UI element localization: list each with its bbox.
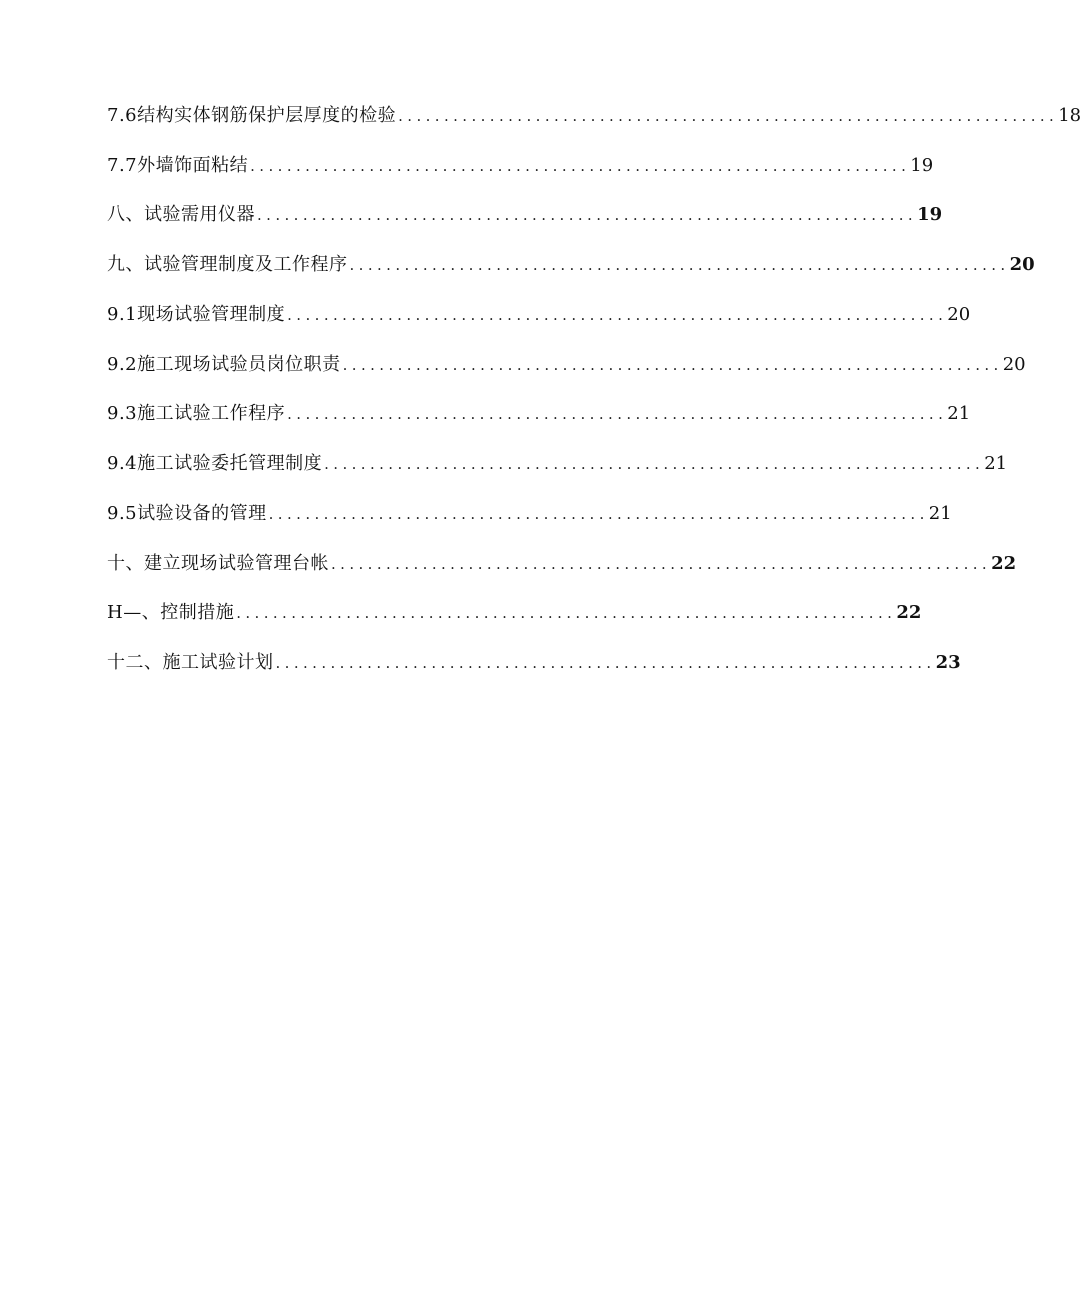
toc-entry-page: 19 xyxy=(910,155,934,176)
toc-entry-page: 19 xyxy=(917,204,943,225)
toc-entry-label: 9.2施工现场试验员岗位职责 xyxy=(107,354,341,375)
toc-entry-label: 九、试验管理制度及工作程序 xyxy=(107,254,348,275)
toc-entry-label: 十二、施工试验计划 xyxy=(107,652,274,673)
toc-entry-label: 9.4施工试验委托管理制度 xyxy=(107,453,323,474)
dot-leader: ........................................................................ xyxy=(287,306,948,324)
toc-entry[interactable] xyxy=(107,351,1026,379)
dot-leader: ........................................................................ xyxy=(324,455,985,473)
toc-entry[interactable] xyxy=(107,649,961,677)
dot-leader: ........................................................................ xyxy=(268,505,929,523)
dot-leader: ........................................................................ xyxy=(398,107,1059,125)
dot-leader: ........................................................................ xyxy=(257,206,918,224)
dot-leader: ........................................................................ xyxy=(287,405,948,423)
toc-entry-page: 18 xyxy=(1058,105,1081,126)
toc-entry-page: 20 xyxy=(1002,354,1026,375)
dot-leader: ........................................................................ xyxy=(331,555,992,573)
toc-entry-label: 9.5试验设备的管理 xyxy=(107,503,267,524)
toc-entry-label: 9.3施工试验工作程序 xyxy=(107,403,286,424)
toc-entry[interactable] xyxy=(107,301,971,329)
dot-leader: ........................................................................ xyxy=(342,356,1003,374)
dot-leader: ........................................................................ xyxy=(250,157,911,175)
toc-entry-label: 八、试验需用仪器 xyxy=(107,204,255,225)
toc-entry-page: 21 xyxy=(984,453,1008,474)
toc-entry-page: 22 xyxy=(991,553,1017,574)
toc-entry-page: 23 xyxy=(935,652,961,673)
toc-entry[interactable] xyxy=(107,152,934,180)
toc-entry[interactable] xyxy=(107,599,922,627)
toc-entry-label: H—、控制措施 xyxy=(107,602,235,623)
dot-leader: ........................................................................ xyxy=(349,256,1010,274)
toc-entry-page: 21 xyxy=(947,403,971,424)
toc-entry[interactable] xyxy=(107,500,952,528)
dot-leader: ........................................................................ xyxy=(275,654,936,672)
dot-leader: ........................................................................ xyxy=(236,604,897,622)
toc-entry[interactable] xyxy=(107,251,1035,279)
toc-entry[interactable] xyxy=(107,102,1081,130)
toc-entry[interactable] xyxy=(107,400,971,428)
toc-entry[interactable] xyxy=(107,450,1008,478)
toc-entry-page: 22 xyxy=(896,602,922,623)
toc-entry[interactable] xyxy=(107,550,1017,578)
toc-entry-page: 20 xyxy=(947,304,971,325)
toc-entry-label: 7.6结构实体钢筋保护层厚度的检验 xyxy=(107,105,397,126)
toc-entry-label: 7.7外墙饰面粘结 xyxy=(107,155,249,176)
toc-entry-page: 21 xyxy=(928,503,952,524)
toc-entry[interactable] xyxy=(107,201,943,229)
toc-entry-page: 20 xyxy=(1009,254,1035,275)
toc-entry-label: 9.1现场试验管理制度 xyxy=(107,304,286,325)
toc-entry-label: 十、建立现场试验管理台帐 xyxy=(107,553,329,574)
